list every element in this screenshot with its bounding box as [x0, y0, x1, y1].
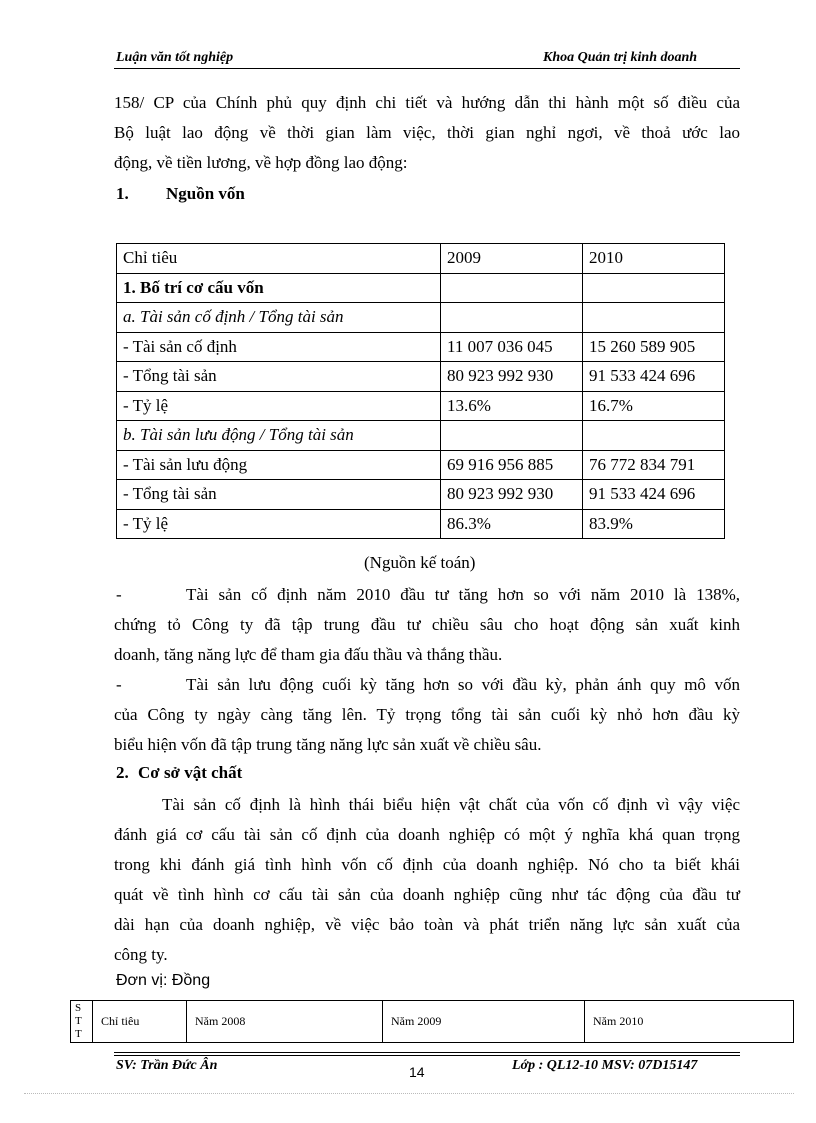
- table-cell: 11 007 036 045: [441, 332, 583, 362]
- stt-letter: S: [75, 1002, 82, 1014]
- intro-line: động, về tiền lương, về hợp đồng lao động:: [114, 153, 408, 172]
- capital-structure-table: [116, 243, 725, 539]
- table-cell: [441, 303, 583, 333]
- table-cell: [441, 421, 583, 451]
- intro-line: 158/ CP của Chính phủ quy định chi tiết và hướng dẫn thi hành một số điều của: [114, 93, 740, 112]
- table-header-cell: Năm 2009: [383, 1001, 585, 1043]
- bullet2-line: của Công ty ngày càng tăng lên. Tỷ trọng tổng tài sản cuối kỳ nhỏ hơn đầu kỳ: [114, 705, 740, 724]
- bullet2-paragraph: [114, 670, 740, 760]
- table-header-cell: 2010: [583, 244, 725, 274]
- section2-title: Cơ sở vật chất: [138, 763, 243, 782]
- stt-letter: T: [75, 1015, 82, 1027]
- para2-line: đánh giá cơ cấu tài sản cố định của doanh nghiệp có một ý nghĩa khá quan trọng: [114, 825, 740, 844]
- para2-line: quát về tình hình cơ cấu tài sản của doanh nghiệp cũng như tác động của đầu tư: [114, 885, 740, 904]
- table-cell: [583, 273, 725, 303]
- stt-letter: T: [75, 1028, 82, 1040]
- page-edge-divider: [24, 1093, 794, 1094]
- page-number: 14: [409, 1064, 425, 1080]
- table-row: [117, 450, 725, 480]
- bullet2-line: Tài sản lưu động cuối kỳ tăng hơn so với đầu kỳ, phản ánh quy mô vốn: [186, 675, 740, 694]
- table-header-cell: 2009: [441, 244, 583, 274]
- table-cell: - Tỷ lệ: [117, 509, 441, 539]
- stt-header-cell: [71, 1001, 93, 1043]
- bullet1-paragraph: [114, 580, 740, 670]
- table-row: [117, 509, 725, 539]
- table-source-note: (Nguồn kế toán): [364, 553, 476, 572]
- table-cell: - Tỷ lệ: [117, 391, 441, 421]
- table-cell: [583, 303, 725, 333]
- para2-line: trong khi đánh giá tình hình vốn cố định của doanh nghiệp. Nó cho ta biết khái: [114, 855, 740, 874]
- bullet1-line: chứng tỏ Công ty đã tập trung đầu tư chiều sâu cho hoạt động sản xuất kinh: [114, 615, 740, 634]
- table-cell: 83.9%: [583, 509, 725, 539]
- table-header-row: [71, 1001, 794, 1043]
- section1-title: Nguồn vốn: [166, 184, 245, 203]
- table-cell: 1. Bố trí cơ cấu vốn: [117, 273, 441, 303]
- fixed-assets-paragraph: [114, 790, 740, 970]
- footer-class: Lớp : QL12-10 MSV: 07D15147: [512, 1058, 698, 1073]
- table-cell: 91 533 424 696: [583, 362, 725, 392]
- bullet-dash: -: [116, 675, 122, 694]
- table-cell: - Tổng tài sản: [117, 362, 441, 392]
- table-row: [117, 362, 725, 392]
- table-row: [117, 303, 725, 333]
- table-cell: 91 533 424 696: [583, 480, 725, 510]
- table-cell: 80 923 992 930: [441, 480, 583, 510]
- table-cell: - Tổng tài sản: [117, 480, 441, 510]
- intro-paragraph: [114, 88, 740, 178]
- header-right: Khoa Quản trị kinh doanh: [543, 50, 698, 65]
- footer-rule: [114, 1055, 740, 1056]
- table-row: [117, 480, 725, 510]
- table-cell: 80 923 992 930: [441, 362, 583, 392]
- fixed-assets-table: [70, 1000, 794, 1043]
- bullet-dash: -: [116, 585, 122, 604]
- intro-line: Bộ luật lao động về thời gian làm việc, thời gian nghỉ ngơi, về thoả ước lao: [114, 123, 740, 142]
- table-cell: 76 772 834 791: [583, 450, 725, 480]
- header-rule: [114, 68, 740, 69]
- table-cell: 15 260 589 905: [583, 332, 725, 362]
- table-cell: 69 916 956 885: [441, 450, 583, 480]
- footer-rule: [114, 1052, 740, 1053]
- table-cell: 16.7%: [583, 391, 725, 421]
- table-row: [117, 273, 725, 303]
- table-row: [117, 421, 725, 451]
- table-cell: 13.6%: [441, 391, 583, 421]
- table-row: [117, 332, 725, 362]
- table-header-row: [117, 244, 725, 274]
- unit-label: Đơn vị: Đồng: [116, 972, 211, 989]
- section1-number: 1.: [116, 184, 129, 203]
- table-cell: - Tài sản cố định: [117, 332, 441, 362]
- table-row: [117, 391, 725, 421]
- bullet1-line: doanh, tăng năng lực để tham gia đấu thầu và thắng thầu.: [114, 645, 503, 664]
- table-cell: - Tài sản lưu động: [117, 450, 441, 480]
- bullet1-line: Tài sản cố định năm 2010 đầu tư tăng hơn so với năm 2010 là 138%,: [186, 585, 740, 604]
- footer-student: SV: Trần Đức Ân: [116, 1058, 218, 1073]
- header-left: Luận văn tốt nghiệp: [116, 50, 234, 65]
- table-cell: 86.3%: [441, 509, 583, 539]
- table-header-cell: Chỉ tiêu: [93, 1001, 187, 1043]
- para2-line: Tài sản cố định là hình thái biểu hiện vật chất của vốn cố định vì vậy việc: [162, 795, 740, 814]
- para2-line: công ty.: [114, 945, 168, 964]
- bullet2-line: biểu hiện vốn đã tập trung tăng năng lực sản xuất về chiều sâu.: [114, 735, 542, 754]
- table-cell: b. Tài sản lưu động / Tổng tài sản: [117, 421, 441, 451]
- table-header-cell: Năm 2008: [187, 1001, 383, 1043]
- table-cell: [441, 273, 583, 303]
- section2-number: 2.: [116, 763, 129, 782]
- para2-line: dài hạn của doanh nghiệp, về việc bảo toàn và phát triển năng lực sản xuất của: [114, 915, 740, 934]
- table-header-cell: Năm 2010: [585, 1001, 794, 1043]
- table-cell: [583, 421, 725, 451]
- table-cell: a. Tài sản cố định / Tổng tài sản: [117, 303, 441, 333]
- table-header-cell: Chỉ tiêu: [117, 244, 441, 274]
